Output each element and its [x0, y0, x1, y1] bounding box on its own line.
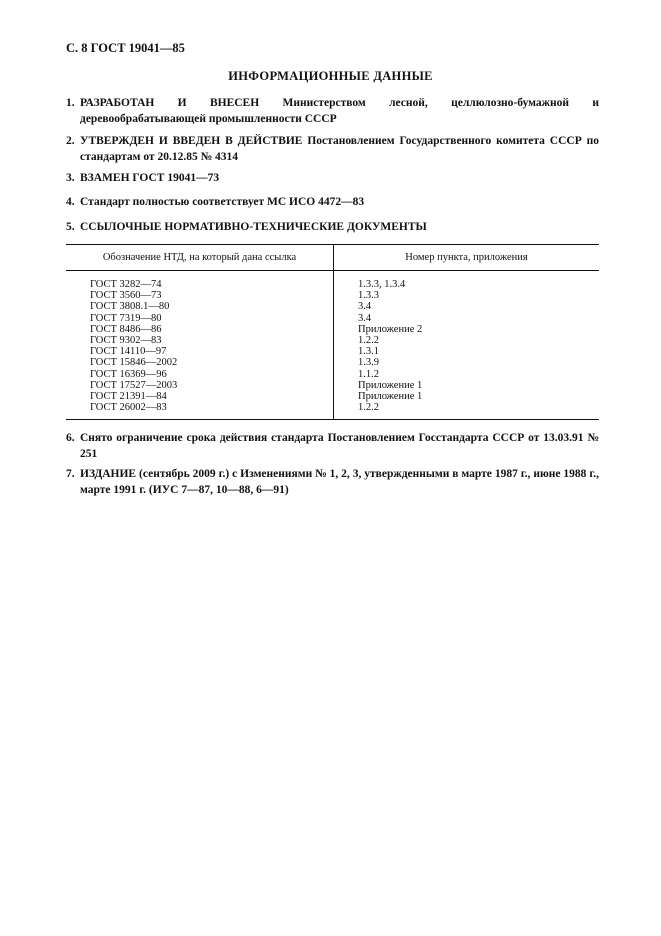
info-item-6	[66, 431, 599, 462]
item-number: 3.	[66, 172, 75, 184]
table-cell-clause: 3.4	[358, 312, 372, 324]
info-item-5	[66, 220, 599, 236]
table-cell-clause: Приложение 2	[358, 323, 423, 335]
page-header: С. 8 ГОСТ 19041—85	[66, 41, 185, 55]
clause-column	[358, 279, 422, 413]
table-cell-document: ГОСТ 16369—96	[90, 368, 167, 380]
table-cell-clause: 1.3.3	[358, 290, 379, 302]
table-cell-document: ГОСТ 14110—97	[90, 346, 167, 358]
info-item-2	[66, 134, 599, 165]
table-cell-clause: 1.3.9	[358, 357, 379, 369]
info-item-1	[66, 96, 599, 127]
table-cell-document: ГОСТ 15846—2002	[90, 357, 178, 369]
item-number: 2.	[66, 135, 75, 147]
table-cell-document: ГОСТ 7319—80	[90, 312, 162, 324]
item-number: 1.	[66, 97, 75, 109]
table-cell-document: ГОСТ 26002—83	[90, 402, 167, 414]
item-text: Стандарт полностью соответствует МС ИСО 4472—83	[80, 196, 365, 208]
item-text: РАЗРАБОТАН И ВНЕСЕН Министерством лесной, целлюлозно-бумажной и деревообрабатывающей промышленности СССР	[80, 97, 599, 125]
table-cell-document: ГОСТ 9302—83	[90, 335, 162, 347]
reference-documents-table	[66, 244, 599, 420]
item-text: ИЗДАНИЕ (сентябрь 2009 г.) с Изменениями № 1, 2, 3, утвержденными в марте 1987 г., июне 1988 г., марте 1991 г. (ИУС 7—87, 10—88, 6—91)	[80, 468, 599, 496]
table-cell-document: ГОСТ 3808.1—80	[90, 301, 170, 313]
table-cell-clause: 1.3.3, 1.3.4	[358, 279, 406, 290]
table-cell-document: ГОСТ 8486—86	[90, 323, 162, 335]
table-cell-clause: 1.1.2	[358, 368, 379, 380]
table-cell-document: ГОСТ 3560—73	[90, 290, 162, 302]
info-item-4	[66, 195, 599, 211]
section-title: ИНФОРМАЦИОННЫЕ ДАННЫЕ	[228, 69, 433, 83]
table-cell-clause: Приложение 1	[358, 391, 423, 403]
info-item-3	[66, 171, 599, 187]
table-cell-document: ГОСТ 21391—84	[90, 391, 167, 403]
table-column-divider	[333, 244, 334, 420]
table-cell-clause: 3.4	[358, 301, 372, 313]
item-text: ССЫЛОЧНЫЕ НОРМАТИВНО-ТЕХНИЧЕСКИЕ ДОКУМЕНТЫ	[80, 221, 427, 233]
item-text: УТВЕРЖДЕН И ВВЕДЕН В ДЕЙСТВИЕ Постановлением Государственного комитета СССР по стандартам от 20.12.85 № 4314	[80, 135, 599, 163]
table-cell-clause: 1.2.2	[358, 335, 379, 347]
table-cell-clause: 1.2.2	[358, 402, 379, 414]
item-number: 7.	[66, 468, 75, 480]
column-header-document: Обозначение НТД, на который дана ссылка	[102, 252, 297, 263]
info-item-7	[66, 467, 599, 498]
table-cell-document: ГОСТ 17527—2003	[90, 379, 178, 391]
table-cell-document: ГОСТ 3282—74	[90, 279, 162, 290]
item-number: 6.	[66, 432, 75, 444]
item-text: Снято ограничение срока действия стандарта Постановлением Госстандарта СССР от 13.03.91 № 251	[80, 432, 599, 460]
column-header-clause: Номер пункта, приложения	[405, 252, 528, 263]
table-cell-clause: 1.3.1	[358, 346, 379, 358]
table-cell-clause: Приложение 1	[358, 379, 423, 391]
document-column	[90, 279, 177, 413]
item-number: 4.	[66, 196, 75, 208]
item-number: 5.	[66, 221, 75, 233]
item-text: ВЗАМЕН ГОСТ 19041—73	[80, 172, 220, 184]
